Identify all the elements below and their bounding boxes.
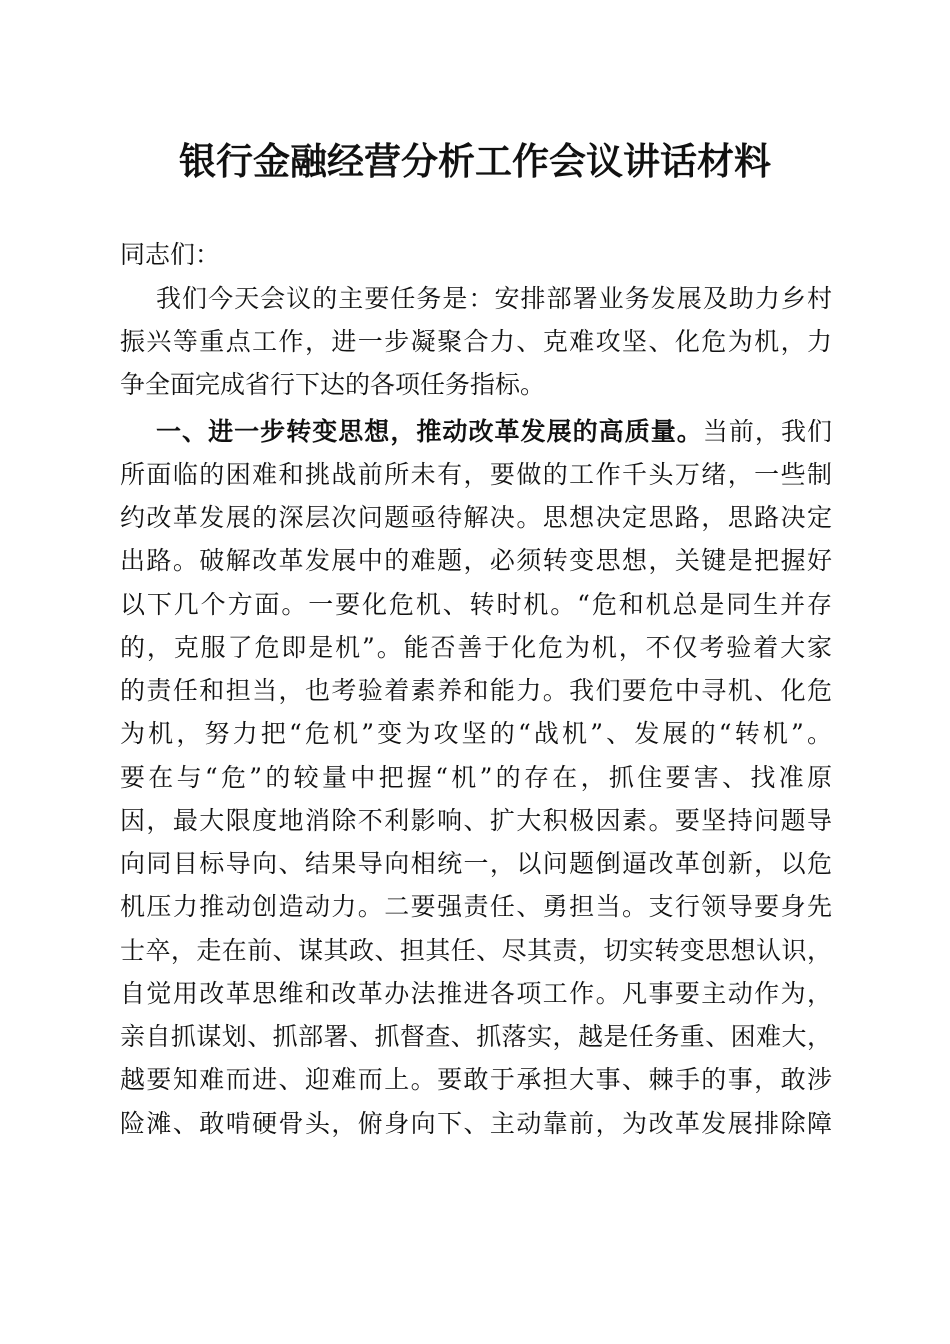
intro-line: 我们今天会议的主要任务是：安排部署业务发展及助力乡村 [156,284,832,313]
section1-first-line-rest: 当前，我们 [702,417,832,446]
paragraph-line: 越要知难而进、迎难而上。要敢于承担大事、棘手的事，敢涉 [120,1065,832,1094]
section1-heading: 一、进一步转变思想，推动改革发展的高质量。 [156,417,703,446]
paragraph-line: 的，克服了危即是机”。能否善于化危为机，不仅考验着大家 [120,633,832,662]
paragraph-line: 约改革发展的深层次问题亟待解决。思想决定思路，思路决定 [120,503,832,532]
paragraph-line: 亲自抓谋划、抓部署、抓督查、抓落实，越是任务重、困难大， [120,1022,832,1051]
paragraph-line: 要在与“危”的较量中把握“机”的存在，抓住要害、找准原 [120,763,832,792]
paragraph-line: 为机，努力把“危机”变为攻坚的“战机”、发展的“转机”。 [120,719,832,748]
paragraph-line: 士卒，走在前、谋其政、担其任、尽其责，切实转变思想认识， [120,936,832,965]
intro-line: 争全面完成省行下达的各项任务指标。 [120,370,546,399]
paragraph-line: 向同目标导向、结果导向相统一，以问题倒逼改革创新，以危 [120,849,832,878]
paragraph-line: 自觉用改革思维和改革办法推进各项工作。凡事要主动作为， [120,979,832,1008]
paragraph-line: 出路。破解改革发展中的难题，必须转变思想，关键是把握好 [120,546,832,575]
document-title: 银行金融经营分析工作会议讲话材料 [179,139,771,183]
paragraph-line: 的责任和担当，也考验着素养和能力。我们要危中寻机、化危 [120,676,832,705]
section1-first-line [156,414,832,450]
paragraph-line: 因，最大限度地消除不利影响、扩大积极因素。要坚持问题导 [120,806,832,835]
paragraph-line: 以下几个方面。一要化危机、转时机。“危和机总是同生并存 [120,590,832,619]
paragraph-line: 所面临的困难和挑战前所未有，要做的工作千头万绪，一些制 [120,460,832,489]
paragraph-line: 机压力推动创造动力。二要强责任、勇担当。支行领导要身先 [120,892,832,921]
paragraph-line: 险滩、敢啃硬骨头，俯身向下、主动靠前，为改革发展排除障 [120,1109,832,1138]
salutation: 同志们： [120,240,221,269]
intro-line: 振兴等重点工作，进一步凝聚合力、克难攻坚、化危为机，力 [120,327,832,356]
